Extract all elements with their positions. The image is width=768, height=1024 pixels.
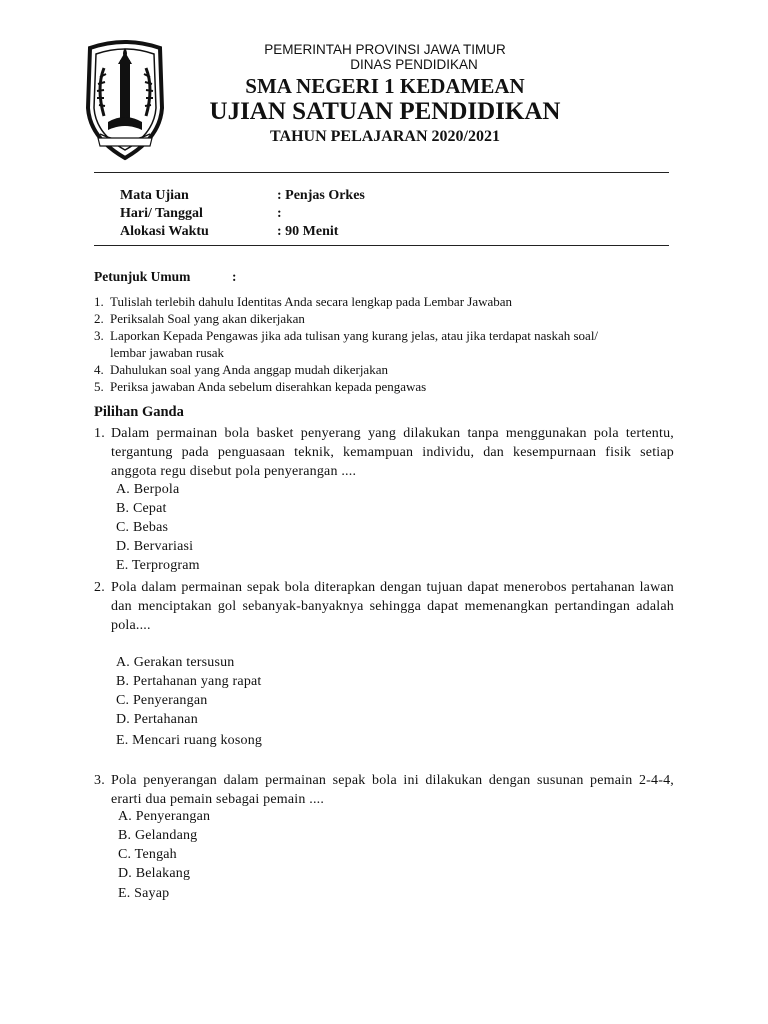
question-1-option-e: E. Terprogram: [116, 558, 200, 573]
academic-year: TAHUN PELAJARAN 2020/2021: [270, 128, 500, 145]
department-heading: DINAS PENDIDIKAN: [350, 57, 478, 72]
question-2-option-d: D. Pertahanan: [116, 712, 198, 727]
question-1-option-a: A. Berpola: [116, 482, 180, 497]
question-3-option-e: E. Sayap: [118, 886, 170, 901]
question-2-option-c: C. Penyerangan: [116, 693, 208, 708]
instructions-title: Petunjuk Umum :: [94, 269, 237, 284]
question-2-option-a: A. Gerakan tersusun: [116, 655, 235, 670]
info-label: Alokasi Waktu: [120, 224, 209, 239]
question-2-option-b: B. Pertahanan yang rapat: [116, 674, 262, 689]
info-divider: [94, 245, 669, 246]
section-title: Pilihan Ganda: [94, 404, 184, 420]
question-1-option-d: D. Bervariasi: [116, 539, 194, 554]
info-label: Mata Ujian: [120, 188, 189, 203]
question-3-option-b: B. Gelandang: [118, 828, 198, 843]
info-subject: [120, 188, 365, 204]
instruction-item: 2. Periksalah Soal yang akan dikerjakan: [94, 311, 305, 326]
question-3: [94, 771, 674, 809]
info-value: : 90 Menit: [277, 224, 339, 239]
question-1-option-b: B. Cepat: [116, 501, 167, 516]
instruction-item: 1. Tulislah terlebih dahulu Identitas Anda secara lengkap pada Lembar Jawaban: [94, 294, 513, 309]
question-number: 2.: [94, 580, 105, 595]
question-2-option-e: E. Mencari ruang kosong: [116, 733, 263, 748]
east-java-emblem-logo: [80, 38, 170, 166]
info-date: [120, 206, 282, 222]
question-3-option-d: D. Belakang: [118, 866, 191, 881]
question-2: [94, 578, 674, 635]
instruction-item: 3. Laporkan Kepada Pengawas jika ada tulisan yang kurang jelas, atau jika terdapat naskah soal/: [94, 328, 599, 343]
header-divider: [94, 172, 669, 173]
instruction-item: 5. Periksa jawaban Anda sebelum diserahkan kepada pengawas: [94, 379, 427, 394]
school-name: SMA NEGERI 1 KEDAMEAN: [245, 74, 525, 98]
info-value: :: [277, 206, 282, 221]
question-number: 1.: [94, 426, 105, 441]
question-text: Dalam permainan bola basket penyerang yang dilakukan tanpa menggunakan pola tertentu, tergantung pada penguasaan teknik, kemampuan individu, dan kesempurnaan fisik setiap anggota regu disebut pola penyerangan ....: [111, 426, 674, 479]
info-value: : Penjas Orkes: [277, 188, 365, 203]
question-number: 3.: [94, 773, 105, 788]
info-label: Hari/ Tanggal: [120, 206, 203, 221]
question-1-option-c: C. Bebas: [116, 520, 169, 535]
question-text: Pola dalam permainan sepak bola diterapkan dengan tujuan dapat menerobos pertahanan lawan dan menciptakan gol sebanyak-banyaknya sehingga dapat memenangkan pertandingan adalah pola....: [111, 580, 674, 633]
emblem-icon: [80, 38, 170, 166]
question-text: Pola penyerangan dalam permainan sepak bola ini dilakukan dengan susunan pemain 2-4-4, erarti dua pemain sebagai pemain ....: [111, 773, 674, 807]
instruction-item: 4. Dahulukan soal yang Anda anggap mudah dikerjakan: [94, 362, 388, 377]
government-heading: PEMERINTAH PROVINSI JAWA TIMUR: [264, 42, 506, 57]
question-3-option-a: A. Penyerangan: [118, 809, 211, 824]
info-duration: [120, 224, 338, 240]
question-3-option-c: C. Tengah: [118, 847, 177, 862]
question-1: [94, 424, 674, 481]
instruction-item-continuation: lembar jawaban rusak: [110, 345, 225, 360]
exam-title: UJIAN SATUAN PENDIDIKAN: [209, 98, 561, 125]
